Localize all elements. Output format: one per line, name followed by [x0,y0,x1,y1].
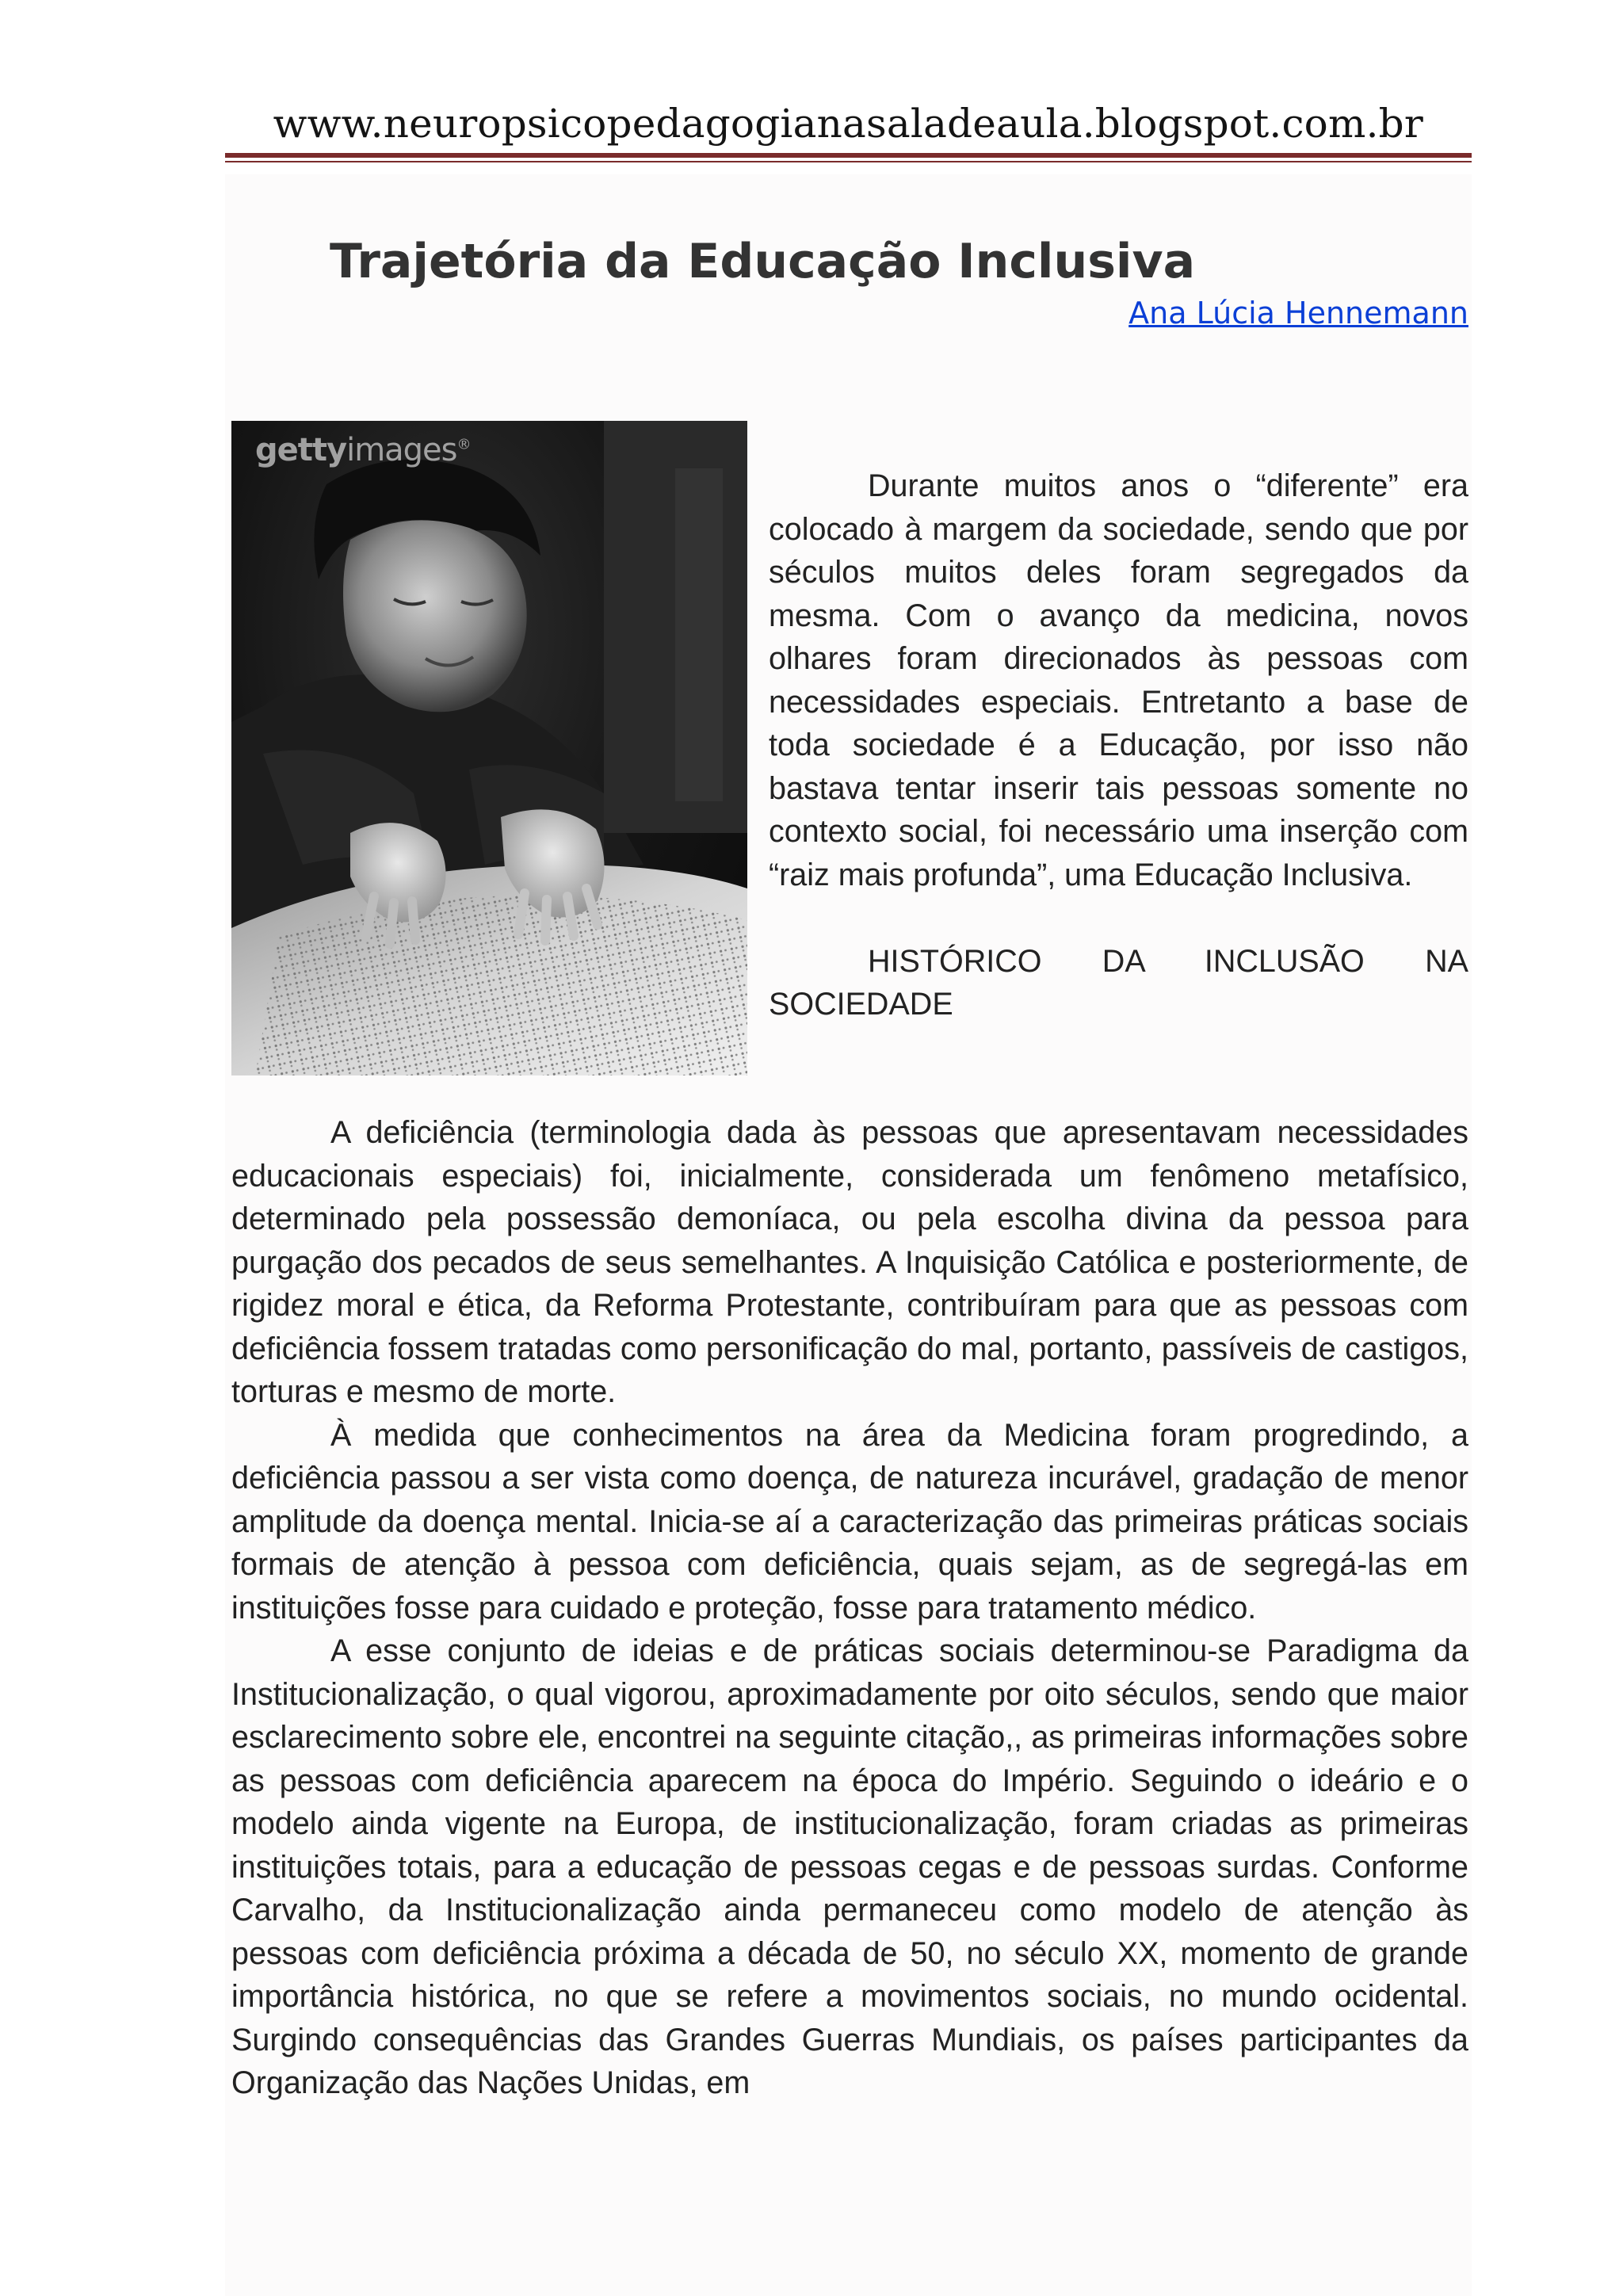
header-url[interactable]: www.neuropsicopedagogianasaladeaula.blogspot.com.br [273,101,1423,147]
getty-watermark: gettyimages® [255,432,471,468]
header-rule-thin [225,161,1472,162]
main-text-column [231,1111,1468,2105]
photo-illustration [231,421,747,1075]
intro-paragraph: Durante muitos anos o “diferente” era colocado à margem da sociedade, sendo que por séculos muitos deles foram segregados da mesma. Com o avanço da medicina, novos olhares foram direcionados às pessoas com necessidades especiais. Entretanto a base de toda sociedade é a Educação, por isso não bastava tentar inserir tais pessoas somente no contexto social, foi necessário uma inserção com “raiz mais profunda”, uma Educação Inclusiva. [769,468,1468,892]
body-paragraph: A deficiência (terminologia dada às pessoas que apresentavam necessidades educacionais especiais) foi, inicialmente, considerada um fenômeno metafísico, determinado pela possessão demoníaca, ou pela escolha divina da pessoa para purgação dos pecados de seus semelhantes. A Inquisição Católica e posteriormente, de rigidez moral e ética, da Reforma Protestante, contribuíram para que as pessoas com deficiência fossem tratadas como personificação do mal, portanto, passíveis de castigos, torturas e mesmo de morte. [231,1115,1468,1409]
intro-column [769,464,1468,1026]
section-heading: HISTÓRICO DA INCLUSÃO NA SOCIEDADE [769,943,1468,1022]
photo-child-reading-braille [231,421,747,1075]
author-link[interactable]: Ana Lúcia Hennemann [1128,296,1468,330]
body-paragraph: A esse conjunto de ideias e de práticas sociais determinou-se Paradigma da Institucionalização, o qual vigorou, aproximadamente por oito séculos, sendo que maior esclarecimento sobre ele, encontrei na seguinte citação,, as primeiras informações sobre as pessoas com deficiência aparecem na época do Império. Seguindo o ideário e o modelo ainda vigente na Europa, de institucionalização, foram criadas as primeiras instituições totais, para a educação de pessoas cegas e de pessoas surdas. Conforme Carvalho, da Institucionalização ainda permaneceu como modelo de atenção às pessoas com deficiência próxima a década de 50, no século XX, momento de grande importância histórica, no que se refere a movimentos sociais, no mundo ocidental. Surgindo consequências das Grandes Guerras Mundiais, os países participantes da Organização das Nações Unidas, em [231,1633,1468,2100]
header-rule [225,153,1472,158]
article-title: Trajetória da Educação Inclusiva [330,234,1196,289]
body-paragraph: À medida que conhecimentos na área da Medicina foram progredindo, a deficiência passou a ser vista como doença, de natureza incurável, gradação de menor amplitude da doença mental. Inicia-se aí a caracterização das primeiras práticas sociais formais de atenção à pessoa com deficiência, quais sejam, as de segregá-las em instituições fosse para cuidado e proteção, fosse para tratamento médico. [231,1417,1468,1626]
